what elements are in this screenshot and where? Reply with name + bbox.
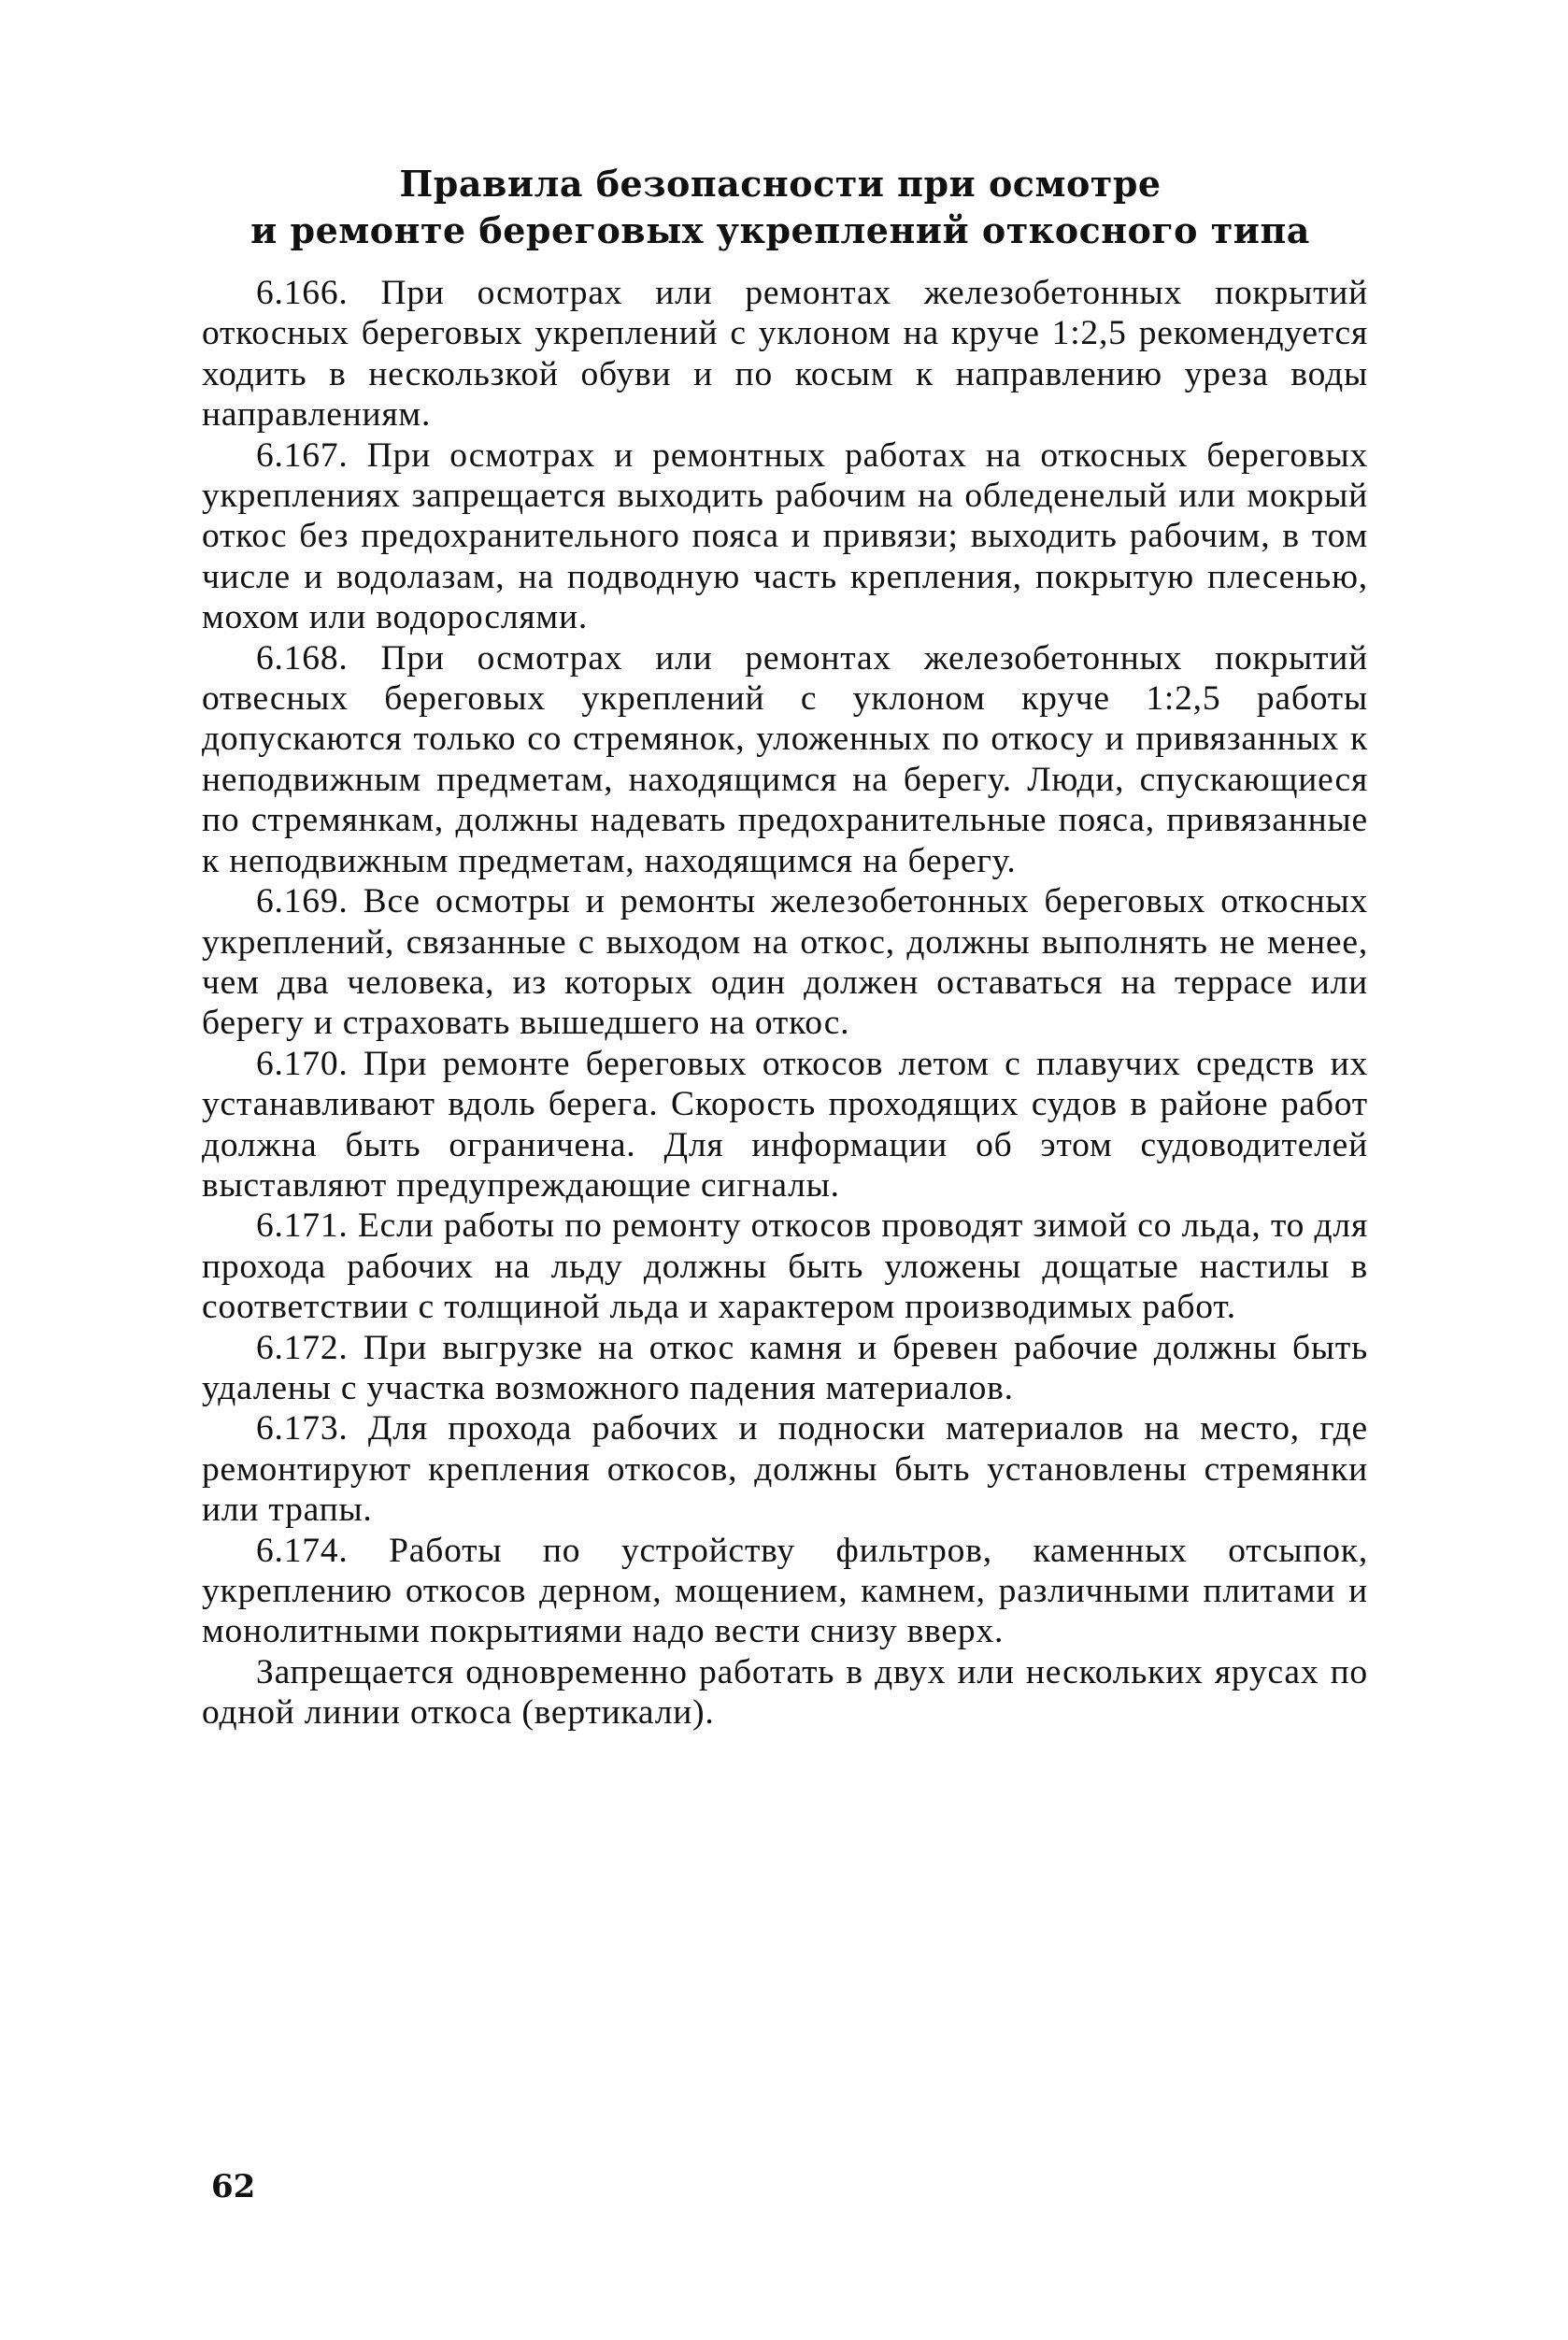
paragraph-6-167: 6.167. При осмотрах и ремонтных работах на откосных береговых укреплениях запрещается выходить рабочим на обледенелый или мокрый откос без предохранительного пояса и привязи; выходить рабочим, в том числе и водолазам, на подводную часть крепления, покрытую плесенью, мохом или водорослями. [202, 435, 1368, 637]
paragraph-6-166: 6.166. При осмотрах или ремонтах железобетонных покрытий откосных береговых укреплений с уклоном на круче 1:2,5 рекомендуется ходить в нескользкой обуви и по косым к направлению уреза воды направлениям. [202, 274, 1368, 435]
paragraph-6-170: 6.170. При ремонте береговых откосов летом с плавучих средств их устанавливают вдоль берега. Скорость проходящих судов в районе работ должна быть ограничена. Для информации об этом судоводителей выставляют предупреждающие сигналы. [202, 1044, 1368, 1205]
paragraph-6-168: 6.168. При осмотрах или ремонтах железобетонных покрытий отвесных береговых укреплений с уклоном круче 1:2,5 работы допускаются только со стремянок, уложенных по откосу и привязанных к неподвижным предметам, находящимся на берегу. Люди, спускающиеся по стремянкам, должны надевать предохранительные пояса, привязанные к неподвижным предметам, находящимся на берегу. [202, 638, 1368, 880]
paragraph-prohibition: Запрещается одновременно работать в двух или нескольких ярусах по одной линии откоса (вертикали). [202, 1652, 1368, 1733]
body-text [202, 273, 1368, 1734]
section-heading [187, 161, 1374, 254]
page-number: 62 [211, 2168, 256, 2205]
paragraph-6-169: 6.169. Все осмотры и ремонты железобетонных береговых откосных укреплений, связанные с выходом на откос, должны выполнять не менее, чем два человека, из которых один должен оставаться на террасе или берегу и страховать вышедшего на откос. [202, 882, 1368, 1043]
paragraph-6-172: 6.172. При выгрузке на откос камня и бревен рабочие должны быть удалены с участка возможного падения материалов. [202, 1328, 1368, 1407]
paragraph-6-174: 6.174. Работы по устройству фильтров, каменных отсыпок, укреплению откосов дерном, мощением, камнем, различными плитами и монолитными покрытиями надо вести снизу вверх. [202, 1531, 1368, 1651]
heading-line-1: Правила безопасности при осмотре [399, 163, 1162, 205]
paragraph-6-171: 6.171. Если работы по ремонту откосов проводят зимой со льда, то для прохода рабочих на льду должны быть уложены дощатые настилы в соответствии с толщиной льда и характером производимых работ. [202, 1206, 1368, 1327]
heading-line-2: и ремонте береговых укреплений откосного типа [250, 209, 1310, 251]
paragraph-6-173: 6.173. Для прохода рабочих и подноски материалов на место, где ремонтируют крепления откосов, должны быть установлены стремянки или трапы. [202, 1409, 1368, 1530]
